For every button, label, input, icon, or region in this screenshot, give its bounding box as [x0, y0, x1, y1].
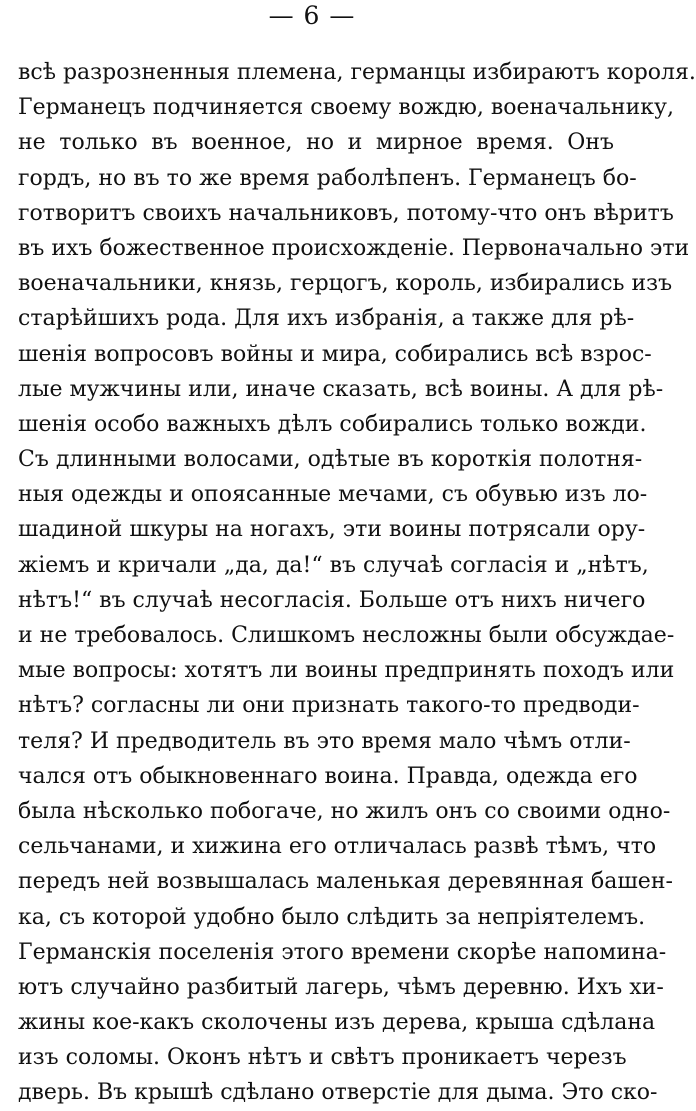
- text-line: чался отъ обыкновеннаго воина. Правда, одежда его: [18, 763, 638, 789]
- text-line: военачальники, князь, герцогъ, король, избирались изъ: [18, 271, 673, 297]
- text-line: нѣтъ!“ въ случаѣ несогласія. Больше отъ нихъ ничего: [18, 587, 646, 613]
- page-number: — 6 —: [268, 1, 356, 30]
- text-line: была нѣсколько побогаче, но жилъ онъ со своими одно-: [18, 798, 671, 824]
- text-line: дверь. Въ крышѣ сдѣлано отверстіе для дыма. Это ско-: [18, 1080, 658, 1106]
- text-line: всѣ разрозненныя племена, германцы избираютъ короля.: [18, 60, 696, 85]
- text-line: шенія особо важныхъ дѣлъ собирались только вожди.: [18, 411, 647, 437]
- text-line: жіемъ и кричали „да, да!“ въ случаѣ согласія и „нѣтъ,: [18, 552, 649, 578]
- text-line: ныя одежды и опоясанные мечами, съ обувью изъ ло-: [18, 482, 648, 508]
- text-line: гордъ, но въ то же время раболѣпенъ. Германецъ бо-: [18, 165, 637, 191]
- text-line: передъ ней возвышалась маленькая деревянная башен-: [18, 869, 673, 895]
- text-line: сельчанами, и хижина его отличалась развѣ тѣмъ, что: [18, 834, 657, 860]
- text-line: шадиной шкуры на ногахъ, эти воины потрясали ору-: [18, 517, 646, 543]
- text-line: готворитъ своихъ начальниковъ, потому-что онъ вѣритъ: [18, 200, 674, 226]
- text-line: жины кое-какъ сколочены изъ дерева, крыша сдѣлана: [18, 1010, 656, 1036]
- text-line: теля? И предводитель въ это время мало чѣмъ отли-: [18, 728, 631, 754]
- text-line: не только въ военное, но и мирное время. Онъ: [18, 130, 614, 156]
- text-line: ка, съ которой удобно было слѣдить за непріятелемъ.: [18, 904, 646, 930]
- text-line: Германецъ подчиняется своему вождю, военачальнику,: [18, 95, 674, 121]
- text-line: изъ соломы. Оконъ нѣтъ и свѣтъ проникаетъ черезъ: [18, 1045, 627, 1071]
- text-line: Съ длинными волосами, одѣтые въ короткія полотня-: [18, 447, 643, 473]
- text-line: и не требовалось. Слишкомъ несложны были обсуждае-: [18, 623, 675, 648]
- text-line: въ ихъ божественное происхожденіе. Первоначально эти: [18, 235, 690, 261]
- text-line: шенія вопросовъ войны и мира, собирались всѣ взрос-: [18, 341, 652, 367]
- text-line: Германскія поселенія этого времени скорѣе напомина-: [18, 939, 667, 965]
- text-line: нѣтъ? согласны ли они признать такого-то предводи-: [18, 693, 640, 719]
- text-line: лые мужчины или, иначе сказать, всѣ воины. А для рѣ-: [18, 376, 664, 402]
- body-text: [18, 55, 696, 1111]
- text-line: старѣйшихъ рода. Для ихъ избранія, а также для рѣ-: [18, 306, 635, 332]
- text-line: ютъ случайно разбитый лагерь, чѣмъ деревню. Ихъ хи-: [18, 974, 664, 1000]
- text-line: мые вопросы: хотятъ ли воины предпринять походъ или: [18, 658, 675, 684]
